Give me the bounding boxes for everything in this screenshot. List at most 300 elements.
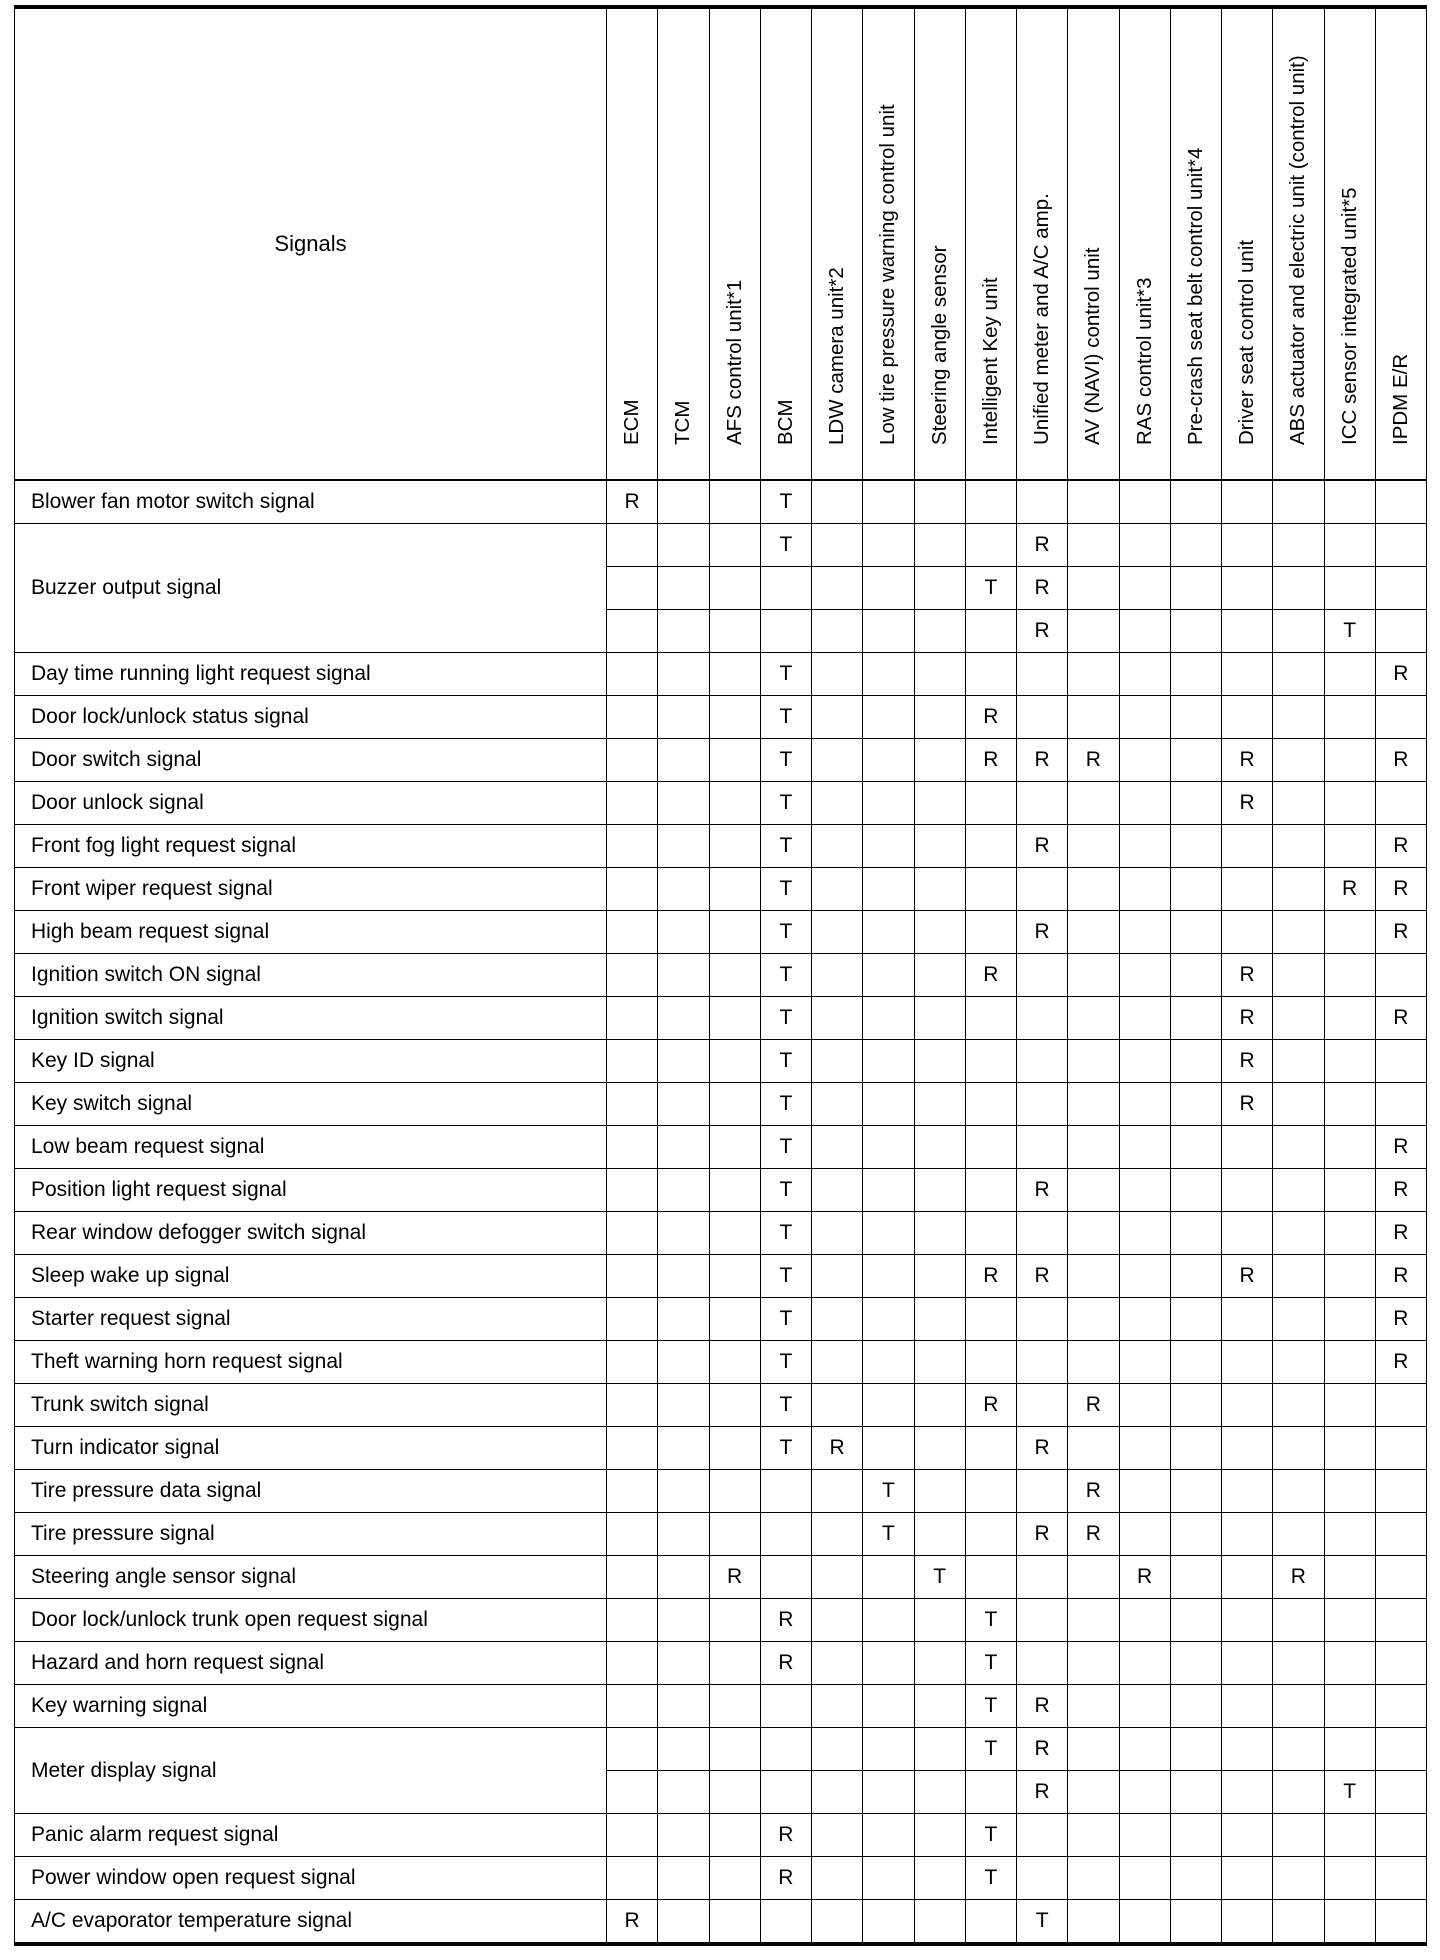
transmit-receive-cell — [658, 1040, 709, 1083]
transmit-receive-cell — [863, 1341, 914, 1384]
transmit-receive-cell — [658, 1642, 709, 1685]
transmit-receive-cell — [812, 739, 863, 782]
transmit-receive-cell — [914, 1685, 965, 1728]
transmit-receive-cell — [863, 1212, 914, 1255]
transmit-receive-cell — [1068, 1298, 1119, 1341]
transmit-receive-cell — [1273, 1857, 1324, 1900]
transmit-receive-cell: R — [1068, 1470, 1119, 1513]
transmit-receive-cell — [760, 1900, 811, 1945]
transmit-receive-cell — [709, 1685, 760, 1728]
transmit-receive-cell — [709, 696, 760, 739]
transmit-receive-cell — [1068, 1341, 1119, 1384]
transmit-receive-cell — [812, 1298, 863, 1341]
transmit-receive-cell: R — [1222, 954, 1273, 997]
transmit-receive-cell — [863, 610, 914, 653]
transmit-receive-cell — [965, 782, 1016, 825]
signal-name-cell: Key warning signal — [15, 1685, 607, 1728]
transmit-receive-cell — [709, 1384, 760, 1427]
transmit-receive-cell — [1222, 1728, 1273, 1771]
transmit-receive-cell — [1222, 1212, 1273, 1255]
transmit-receive-cell — [709, 911, 760, 954]
transmit-receive-cell — [1324, 1556, 1375, 1599]
transmit-receive-cell: R — [760, 1599, 811, 1642]
transmit-receive-cell — [1324, 1728, 1375, 1771]
transmit-receive-cell — [863, 1599, 914, 1642]
signal-name-cell: Ignition switch ON signal — [15, 954, 607, 997]
transmit-receive-cell — [709, 1040, 760, 1083]
signal-name-cell: Day time running light request signal — [15, 653, 607, 696]
table-row — [15, 1470, 1427, 1513]
transmit-receive-cell — [914, 997, 965, 1040]
table-row — [15, 1513, 1427, 1556]
transmit-receive-cell — [863, 1728, 914, 1771]
transmit-receive-cell: T — [760, 480, 811, 524]
transmit-receive-cell — [1017, 1470, 1068, 1513]
signal-name-cell: Sleep wake up signal — [15, 1255, 607, 1298]
transmit-receive-cell — [658, 1513, 709, 1556]
transmit-receive-cell — [1068, 1255, 1119, 1298]
transmit-receive-cell — [863, 954, 914, 997]
transmit-receive-cell — [965, 1212, 1016, 1255]
transmit-receive-cell — [1170, 1685, 1221, 1728]
transmit-receive-cell — [1273, 1513, 1324, 1556]
signal-name-cell: Door lock/unlock status signal — [15, 696, 607, 739]
table-row — [15, 1556, 1427, 1599]
signal-name-cell: Steering angle sensor signal — [15, 1556, 607, 1599]
transmit-receive-cell — [914, 1513, 965, 1556]
signal-name-cell: Theft warning horn request signal — [15, 1341, 607, 1384]
transmit-receive-cell — [607, 567, 658, 610]
unit-column-label: Unified meter and A/C amp. — [1029, 192, 1053, 445]
transmit-receive-cell — [965, 653, 1016, 696]
transmit-receive-cell: R — [1222, 1040, 1273, 1083]
signal-name-cell: Ignition switch signal — [15, 997, 607, 1040]
transmit-receive-cell — [1324, 696, 1375, 739]
transmit-receive-cell — [1119, 1771, 1170, 1814]
transmit-receive-cell — [709, 1126, 760, 1169]
transmit-receive-cell: R — [1017, 1427, 1068, 1470]
transmit-receive-cell — [1119, 1384, 1170, 1427]
transmit-receive-cell: R — [1324, 868, 1375, 911]
transmit-receive-cell — [607, 1427, 658, 1470]
transmit-receive-cell — [607, 1771, 658, 1814]
transmit-receive-cell — [1375, 1384, 1426, 1427]
unit-column-header — [812, 7, 863, 480]
transmit-receive-cell — [1017, 1341, 1068, 1384]
transmit-receive-cell — [812, 610, 863, 653]
unit-column-label: TCM — [671, 400, 695, 445]
transmit-receive-cell — [812, 868, 863, 911]
unit-column-label: Intelligent Key unit — [978, 276, 1002, 445]
transmit-receive-cell: T — [760, 1083, 811, 1126]
transmit-receive-cell: T — [760, 1341, 811, 1384]
transmit-receive-cell — [863, 1556, 914, 1599]
transmit-receive-cell: R — [1017, 1771, 1068, 1814]
transmit-receive-cell — [812, 997, 863, 1040]
transmit-receive-cell — [1324, 1470, 1375, 1513]
table-row — [15, 1298, 1427, 1341]
transmit-receive-cell — [1017, 1212, 1068, 1255]
transmit-receive-cell: R — [1222, 997, 1273, 1040]
transmit-receive-cell — [658, 1255, 709, 1298]
transmit-receive-cell — [1273, 1384, 1324, 1427]
transmit-receive-cell — [1222, 696, 1273, 739]
transmit-receive-cell — [1068, 653, 1119, 696]
transmit-receive-cell — [1170, 1255, 1221, 1298]
transmit-receive-cell: R — [1375, 739, 1426, 782]
transmit-receive-cell — [965, 1083, 1016, 1126]
transmit-receive-cell — [1170, 782, 1221, 825]
transmit-receive-cell — [1273, 1771, 1324, 1814]
table-row — [15, 1728, 1427, 1771]
transmit-receive-cell — [1375, 954, 1426, 997]
transmit-receive-cell — [965, 825, 1016, 868]
table-row — [15, 1212, 1427, 1255]
transmit-receive-cell — [1119, 480, 1170, 524]
transmit-receive-cell — [812, 1771, 863, 1814]
transmit-receive-cell — [607, 782, 658, 825]
unit-column-label: RAS control unit*3 — [1132, 276, 1156, 445]
transmit-receive-cell: T — [965, 1814, 1016, 1857]
transmit-receive-cell — [863, 480, 914, 524]
table-row — [15, 997, 1427, 1040]
signals-header: Signals — [15, 7, 607, 480]
transmit-receive-cell — [1170, 1169, 1221, 1212]
signal-name-cell: Blower fan motor switch signal — [15, 480, 607, 524]
transmit-receive-cell — [1119, 1728, 1170, 1771]
transmit-receive-cell — [1170, 567, 1221, 610]
transmit-receive-cell — [658, 480, 709, 524]
transmit-receive-cell: R — [1017, 610, 1068, 653]
transmit-receive-cell — [607, 954, 658, 997]
transmit-receive-cell: R — [1017, 567, 1068, 610]
transmit-receive-cell: T — [760, 954, 811, 997]
transmit-receive-cell — [863, 1298, 914, 1341]
transmit-receive-cell: R — [1222, 782, 1273, 825]
transmit-receive-cell — [812, 480, 863, 524]
transmit-receive-cell — [812, 1599, 863, 1642]
signal-name-cell: Door unlock signal — [15, 782, 607, 825]
unit-column-header — [709, 7, 760, 480]
transmit-receive-cell — [658, 1470, 709, 1513]
transmit-receive-cell — [1017, 1642, 1068, 1685]
unit-column-label: Low tire pressure warning control unit — [876, 103, 900, 445]
transmit-receive-cell — [1375, 1685, 1426, 1728]
transmit-receive-cell — [863, 1169, 914, 1212]
transmit-receive-cell — [1170, 1212, 1221, 1255]
transmit-receive-cell — [863, 739, 914, 782]
transmit-receive-cell — [658, 1857, 709, 1900]
transmit-receive-cell: R — [607, 480, 658, 524]
transmit-receive-cell — [709, 1427, 760, 1470]
signal-name-cell: Hazard and horn request signal — [15, 1642, 607, 1685]
signal-name-cell: Tire pressure data signal — [15, 1470, 607, 1513]
transmit-receive-cell — [1068, 1040, 1119, 1083]
transmit-receive-cell — [607, 1126, 658, 1169]
transmit-receive-cell — [1068, 911, 1119, 954]
transmit-receive-cell — [1119, 1083, 1170, 1126]
transmit-receive-cell — [1375, 1083, 1426, 1126]
transmit-receive-cell — [709, 610, 760, 653]
transmit-receive-cell — [812, 825, 863, 868]
transmit-receive-cell — [607, 1341, 658, 1384]
table-row — [15, 1900, 1427, 1945]
transmit-receive-cell: R — [1017, 1685, 1068, 1728]
table-row — [15, 1599, 1427, 1642]
signal-name-cell: Door switch signal — [15, 739, 607, 782]
transmit-receive-cell: R — [1119, 1556, 1170, 1599]
transmit-receive-cell — [812, 1642, 863, 1685]
transmit-receive-cell — [658, 1814, 709, 1857]
transmit-receive-cell — [1324, 1427, 1375, 1470]
table-row — [15, 653, 1427, 696]
unit-column-header — [1017, 7, 1068, 480]
transmit-receive-cell — [1170, 1126, 1221, 1169]
transmit-receive-cell — [914, 911, 965, 954]
transmit-receive-cell — [812, 911, 863, 954]
signal-name-cell: Key switch signal — [15, 1083, 607, 1126]
transmit-receive-cell — [914, 825, 965, 868]
transmit-receive-cell — [658, 911, 709, 954]
unit-column-label: ECM — [619, 398, 643, 445]
transmit-receive-cell: R — [1375, 1212, 1426, 1255]
transmit-receive-cell — [1324, 1212, 1375, 1255]
transmit-receive-cell — [965, 1126, 1016, 1169]
transmit-receive-cell — [709, 524, 760, 567]
transmit-receive-cell — [914, 1771, 965, 1814]
transmit-receive-cell — [812, 1126, 863, 1169]
transmit-receive-cell — [914, 868, 965, 911]
transmit-receive-cell — [863, 1040, 914, 1083]
transmit-receive-cell — [965, 524, 1016, 567]
transmit-receive-cell — [1017, 653, 1068, 696]
transmit-receive-cell — [1324, 1384, 1375, 1427]
transmit-receive-cell — [914, 782, 965, 825]
transmit-receive-cell: T — [760, 1298, 811, 1341]
transmit-receive-cell — [1170, 868, 1221, 911]
transmit-receive-cell — [1324, 911, 1375, 954]
transmit-receive-cell — [1170, 997, 1221, 1040]
transmit-receive-cell — [914, 1212, 965, 1255]
transmit-receive-cell — [1375, 1728, 1426, 1771]
transmit-receive-cell — [1068, 1728, 1119, 1771]
transmit-receive-cell — [658, 696, 709, 739]
transmit-receive-cell — [914, 1814, 965, 1857]
transmit-receive-cell — [1222, 653, 1273, 696]
transmit-receive-cell — [1119, 954, 1170, 997]
transmit-receive-cell: T — [760, 782, 811, 825]
transmit-receive-cell: R — [760, 1642, 811, 1685]
transmit-receive-cell — [914, 1384, 965, 1427]
transmit-receive-cell — [709, 954, 760, 997]
transmit-receive-cell — [1222, 1771, 1273, 1814]
transmit-receive-cell — [1273, 1900, 1324, 1945]
transmit-receive-cell — [1068, 1083, 1119, 1126]
transmit-receive-cell — [1222, 911, 1273, 954]
transmit-receive-cell — [1222, 567, 1273, 610]
transmit-receive-cell — [709, 1642, 760, 1685]
transmit-receive-cell — [863, 1427, 914, 1470]
transmit-receive-cell — [1375, 610, 1426, 653]
transmit-receive-cell — [1119, 1857, 1170, 1900]
transmit-receive-cell — [1375, 1771, 1426, 1814]
transmit-receive-cell — [1068, 1900, 1119, 1945]
transmit-receive-cell — [658, 1728, 709, 1771]
transmit-receive-cell — [1119, 1900, 1170, 1945]
transmit-receive-cell — [1222, 1599, 1273, 1642]
transmit-receive-cell — [658, 1685, 709, 1728]
signal-name-cell: Buzzer output signal — [15, 524, 607, 653]
transmit-receive-cell: R — [1375, 1126, 1426, 1169]
transmit-receive-cell — [1017, 696, 1068, 739]
transmit-receive-cell — [1068, 1642, 1119, 1685]
transmit-receive-cell — [1170, 653, 1221, 696]
transmit-receive-cell — [1222, 1126, 1273, 1169]
transmit-receive-cell: R — [812, 1427, 863, 1470]
transmit-receive-cell — [863, 1642, 914, 1685]
unit-column-label: IPDM E/R — [1388, 353, 1412, 445]
transmit-receive-cell — [1017, 1384, 1068, 1427]
transmit-receive-cell: R — [1375, 1298, 1426, 1341]
transmit-receive-cell — [863, 653, 914, 696]
transmit-receive-cell: T — [965, 1728, 1016, 1771]
transmit-receive-cell — [1324, 954, 1375, 997]
transmit-receive-cell — [1273, 1040, 1324, 1083]
transmit-receive-cell — [1170, 1298, 1221, 1341]
transmit-receive-cell — [1324, 1814, 1375, 1857]
signal-name-cell: Turn indicator signal — [15, 1427, 607, 1470]
transmit-receive-cell — [863, 1083, 914, 1126]
unit-column-header — [1324, 7, 1375, 480]
transmit-receive-cell — [914, 1599, 965, 1642]
transmit-receive-cell — [607, 1513, 658, 1556]
transmit-receive-cell — [1068, 782, 1119, 825]
signal-name-cell: Tire pressure signal — [15, 1513, 607, 1556]
transmit-receive-cell — [1119, 1642, 1170, 1685]
transmit-receive-cell — [1324, 524, 1375, 567]
transmit-receive-cell — [812, 1470, 863, 1513]
transmit-receive-cell — [709, 567, 760, 610]
transmit-receive-cell — [1375, 1642, 1426, 1685]
transmit-receive-cell — [1273, 524, 1324, 567]
transmit-receive-cell — [1324, 1900, 1375, 1945]
unit-column-header — [1375, 7, 1426, 480]
transmit-receive-cell — [914, 1470, 965, 1513]
transmit-receive-cell — [1170, 480, 1221, 524]
transmit-receive-cell — [658, 1771, 709, 1814]
table-row — [15, 696, 1427, 739]
transmit-receive-cell — [1119, 997, 1170, 1040]
transmit-receive-cell — [709, 1513, 760, 1556]
transmit-receive-cell: T — [863, 1470, 914, 1513]
transmit-receive-cell — [1017, 782, 1068, 825]
transmit-receive-cell — [1222, 825, 1273, 868]
transmit-receive-cell — [914, 1642, 965, 1685]
transmit-receive-cell — [1375, 524, 1426, 567]
transmit-receive-cell — [1119, 1513, 1170, 1556]
table-row — [15, 1685, 1427, 1728]
transmit-receive-cell: R — [1068, 1384, 1119, 1427]
transmit-receive-cell — [863, 997, 914, 1040]
transmit-receive-cell — [914, 1298, 965, 1341]
signal-name-cell: High beam request signal — [15, 911, 607, 954]
transmit-receive-cell — [1273, 1083, 1324, 1126]
transmit-receive-cell — [607, 1857, 658, 1900]
transmit-receive-cell — [658, 1900, 709, 1945]
transmit-receive-cell: T — [965, 1685, 1016, 1728]
transmit-receive-cell — [1273, 1341, 1324, 1384]
unit-column-label: Pre-crash seat belt control unit*4 — [1183, 147, 1207, 445]
transmit-receive-cell — [1170, 1728, 1221, 1771]
transmit-receive-cell — [812, 1040, 863, 1083]
transmit-receive-cell: T — [760, 868, 811, 911]
transmit-receive-cell — [1222, 610, 1273, 653]
transmit-receive-cell — [812, 1341, 863, 1384]
transmit-receive-cell: T — [965, 567, 1016, 610]
transmit-receive-cell — [1068, 825, 1119, 868]
transmit-receive-cell — [914, 610, 965, 653]
transmit-receive-cell — [863, 1771, 914, 1814]
transmit-receive-cell: T — [863, 1513, 914, 1556]
transmit-receive-cell — [1222, 1642, 1273, 1685]
transmit-receive-cell — [1375, 1599, 1426, 1642]
transmit-receive-cell — [607, 868, 658, 911]
unit-column-header — [1119, 7, 1170, 480]
transmit-receive-cell — [709, 782, 760, 825]
transmit-receive-cell — [658, 524, 709, 567]
transmit-receive-cell — [914, 480, 965, 524]
transmit-receive-cell — [1119, 825, 1170, 868]
transmit-receive-cell — [1273, 1126, 1324, 1169]
transmit-receive-cell — [812, 696, 863, 739]
transmit-receive-cell — [1273, 610, 1324, 653]
transmit-receive-cell — [1273, 1255, 1324, 1298]
transmit-receive-cell — [1068, 1126, 1119, 1169]
transmit-receive-cell — [1222, 1169, 1273, 1212]
transmit-receive-cell — [914, 1126, 965, 1169]
transmit-receive-cell — [760, 1685, 811, 1728]
transmit-receive-cell: R — [965, 1384, 1016, 1427]
transmit-receive-cell — [1068, 524, 1119, 567]
transmit-receive-cell: T — [760, 739, 811, 782]
signal-name-cell: Position light request signal — [15, 1169, 607, 1212]
transmit-receive-cell — [607, 825, 658, 868]
transmit-receive-cell — [1068, 567, 1119, 610]
transmit-receive-cell — [1017, 1126, 1068, 1169]
transmit-receive-cell — [812, 1814, 863, 1857]
transmit-receive-cell — [1324, 1642, 1375, 1685]
transmit-receive-cell — [658, 653, 709, 696]
transmit-receive-cell: T — [760, 1427, 811, 1470]
transmit-receive-cell — [1273, 911, 1324, 954]
transmit-receive-cell — [1170, 1771, 1221, 1814]
transmit-receive-cell: R — [1222, 1083, 1273, 1126]
transmit-receive-cell: R — [1222, 739, 1273, 782]
transmit-receive-cell — [1119, 653, 1170, 696]
transmit-receive-cell — [1170, 911, 1221, 954]
table-row — [15, 782, 1427, 825]
transmit-receive-cell — [709, 868, 760, 911]
transmit-receive-cell — [863, 1255, 914, 1298]
unit-column-label: AFS control unit*1 — [722, 279, 746, 445]
transmit-receive-cell — [965, 1341, 1016, 1384]
transmit-receive-cell — [965, 1040, 1016, 1083]
transmit-receive-cell — [1273, 868, 1324, 911]
transmit-receive-cell — [607, 1470, 658, 1513]
table-row — [15, 825, 1427, 868]
signal-name-cell: Meter display signal — [15, 1728, 607, 1814]
transmit-receive-cell — [1222, 1513, 1273, 1556]
